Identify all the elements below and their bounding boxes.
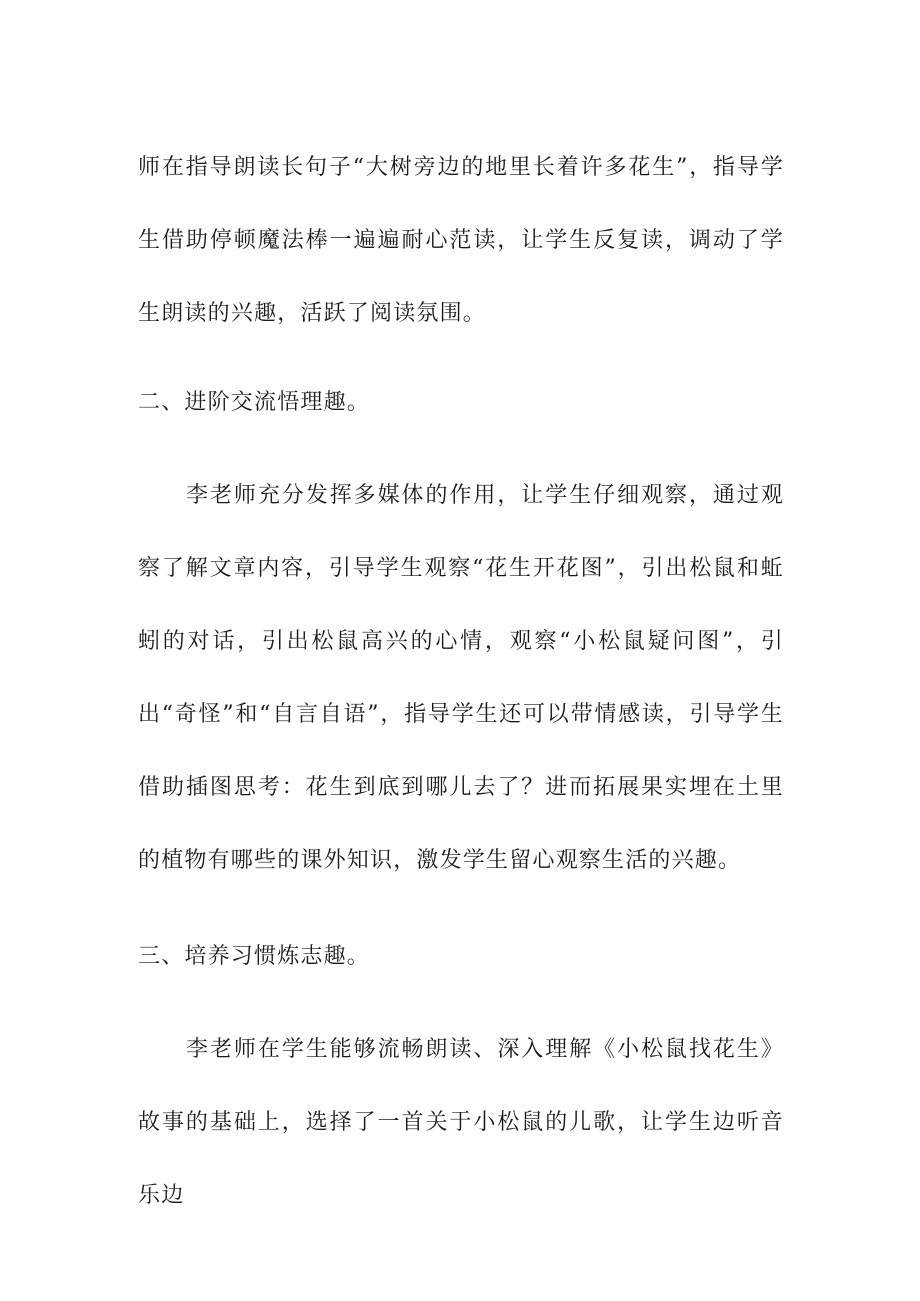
section-heading-3: 三、培养习惯炼志趣。 <box>138 944 371 969</box>
body-paragraph-section-3: 李老师在学生能够流畅朗读、深入理解《小松鼠找花生》故事的基础上，选择了一首关于小松鼠的儿歌，让学生边听音乐边 <box>138 1037 784 1208</box>
body-paragraph-section-2: 李老师充分发挥多媒体的作用，让学生仔细观察，通过观察了解文章内容，引导学生观察“花生开花图”，引出松鼠和蚯蚓的对话，引出松鼠高兴的心情，观察“小松鼠疑问图”，引出“奇怪”和“自言自语”，指导学生还可以带情感读，引导学生借助插图思考：花生到底到哪儿去了？进而拓展果实埋在土里的植物有哪些的课外知识，激发学生留心观察生活的兴趣。 <box>138 483 784 873</box>
section-heading-2: 二、进阶交流悟理趣。 <box>138 390 371 415</box>
body-paragraph-continued: 师在指导朗读长句子“大树旁边的地里长着许多花生”，指导学生借助停顿魔法棒一遍遍耐心范读，让学生反复读，调动了学生朗读的兴趣，活跃了阅读氛围。 <box>138 155 784 326</box>
